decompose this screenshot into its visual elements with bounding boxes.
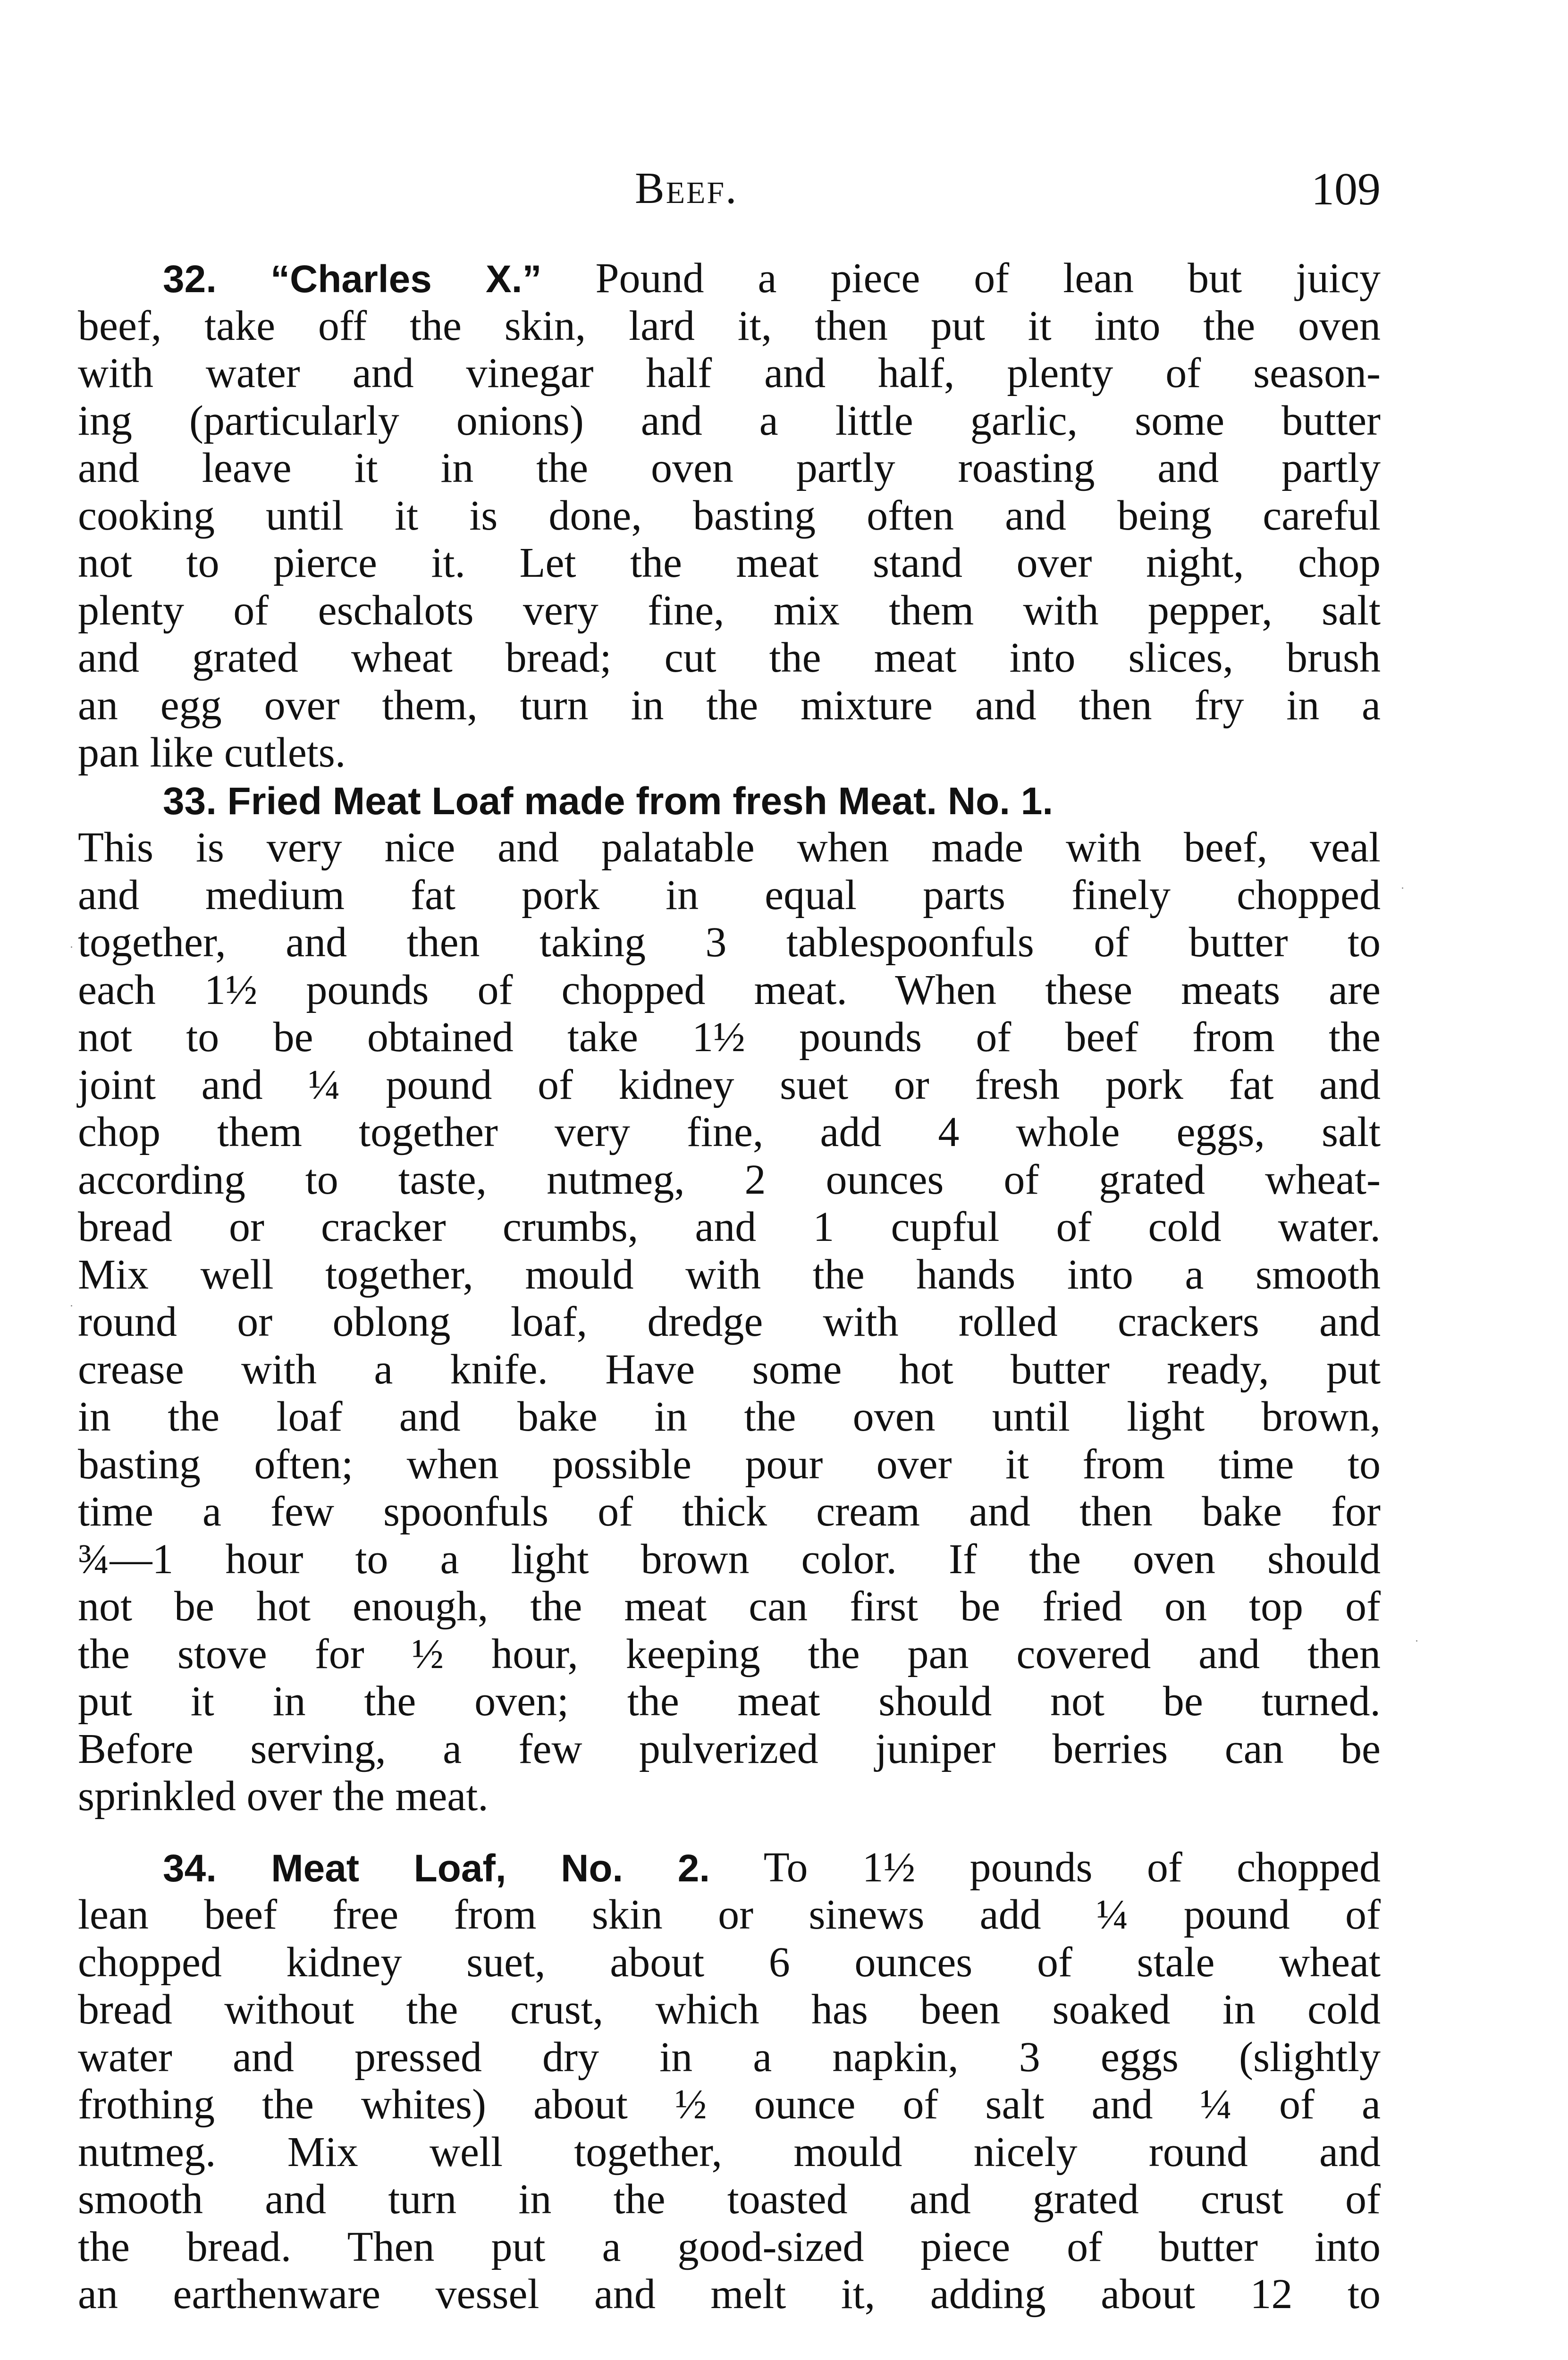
recipe-text-line: plenty of eschalots very fine, mix them with pepper, salt <box>78 587 1381 634</box>
scan-speck <box>71 1305 72 1306</box>
recipe-33-heading-line <box>78 777 1381 825</box>
paragraph-gap <box>78 1821 1381 1844</box>
recipe-text-line: an earthenware vessel and melt it, adding about 12 to <box>78 2271 1381 2318</box>
recipe-text-line: together, and then taking 3 tablespoonfuls of butter to <box>78 919 1381 966</box>
recipe-text-line: This is very nice and palatable when made with beef, veal <box>78 824 1381 871</box>
recipe-text-line: bread without the crust, which has been soaked in cold <box>78 1986 1381 2033</box>
recipe-text-line: joint and ¼ pound of kidney suet or fresh pork fat and <box>78 1061 1381 1108</box>
scan-speck <box>71 946 72 948</box>
recipe-text-line: ¾—1 hour to a light brown color. If the oven should <box>78 1535 1381 1583</box>
recipe-text-line: sprinkled over the meat. <box>78 1773 489 1820</box>
recipe-text-line: round or oblong loaf, dredge with rolled crackers and <box>78 1298 1381 1345</box>
recipe-heading: Meat Loaf, No. 2. <box>271 1846 710 1890</box>
recipe-text-line: To 1½ pounds of chopped <box>710 1844 1381 1891</box>
recipe-34-line-1 <box>78 1844 1381 1892</box>
recipe-text-line: pan like cutlets. <box>78 729 346 776</box>
recipe-text-line: bread or cracker crumbs, and 1 cupful of cold water. <box>78 1204 1381 1250</box>
recipe-text-line: an egg over them, turn in the mixture and then fry in a <box>78 682 1381 729</box>
recipe-text-line: and leave it in the oven partly roasting and partly <box>78 445 1381 491</box>
recipe-text-line: lean beef free from skin or sinews add ¼ pound of <box>78 1891 1381 1938</box>
running-head <box>78 163 1381 215</box>
recipe-text-line: frothing the whites) about ½ ounce of salt and ¼ of a <box>78 2081 1381 2128</box>
recipe-text-line: nutmeg. Mix well together, mould nicely round and <box>78 2128 1381 2175</box>
recipe-text-line: basting often; when possible pour over it from time to <box>78 1441 1381 1488</box>
recipe-number: 34. <box>163 1846 217 1890</box>
recipe-text-line: according to taste, nutmeg, 2 ounces of grated wheat- <box>78 1156 1381 1203</box>
recipe-text-line: beef, take off the skin, lard it, then put it into the oven <box>78 302 1381 349</box>
recipe-text-line: crease with a knife. Have some hot butter ready, put <box>78 1346 1381 1393</box>
recipe-text-line: with water and vinegar half and half, plenty of season- <box>78 350 1381 396</box>
recipe-heading: “Charles X.” <box>270 258 542 301</box>
running-head-title: Beef. <box>635 164 738 213</box>
recipe-text-line: time a few spoonfuls of thick cream and then bake for <box>78 1488 1381 1535</box>
recipe-text-line: smooth and turn in the toasted and grated crust of <box>78 2176 1381 2223</box>
recipe-text-line: in the loaf and bake in the oven until light brown, <box>78 1393 1381 1440</box>
recipe-text-line: not be hot enough, the meat can first be fried on top of <box>78 1583 1381 1630</box>
recipe-text-line: each 1½ pounds of chopped meat. When these meats are <box>78 966 1381 1013</box>
page-number: 109 <box>1311 164 1381 215</box>
recipe-text-line: put it in the oven; the meat should not be turned. <box>78 1678 1381 1725</box>
recipe-text-line: Before serving, a few pulverized juniper berries can be <box>78 1725 1381 1772</box>
recipe-text-line: ing (particularly onions) and a little garlic, some butter <box>78 397 1381 444</box>
recipe-text-line: and medium fat pork in equal parts finely chopped <box>78 871 1381 919</box>
recipe-text-line: the bread. Then put a good-sized piece of butter into <box>78 2223 1381 2270</box>
recipe-number: 32. <box>163 258 217 301</box>
recipe-number: 33. <box>163 779 217 823</box>
scan-speck <box>1416 1640 1417 1642</box>
recipe-heading: Fried Meat Loaf made from fresh Meat. No. 1. <box>227 779 1054 823</box>
recipe-text-line: chopped kidney suet, about 6 ounces of stale wheat <box>78 1939 1381 1986</box>
body-text <box>78 255 1381 2318</box>
recipe-text-line: Mix well together, mould with the hands into a smooth <box>78 1251 1381 1298</box>
recipe-32-line-1 <box>78 255 1381 303</box>
scan-speck <box>1402 887 1403 889</box>
recipe-text-line: not to pierce it. Let the meat stand over night, chop <box>78 539 1381 586</box>
recipe-text-line: chop them together very fine, add 4 whole eggs, salt <box>78 1109 1381 1155</box>
recipe-text-line: water and pressed dry in a napkin, 3 eggs (slightly <box>78 2033 1381 2081</box>
recipe-text-line: not to be obtained take 1½ pounds of beef from the <box>78 1014 1381 1061</box>
recipe-text-line: the stove for ½ hour, keeping the pan covered and then <box>78 1630 1381 1677</box>
recipe-text-line: cooking until it is done, basting often and being careful <box>78 492 1381 539</box>
recipe-text-line: and grated wheat bread; cut the meat into slices, brush <box>78 634 1381 681</box>
recipe-text-line: Pound a piece of lean but juicy <box>541 255 1381 302</box>
